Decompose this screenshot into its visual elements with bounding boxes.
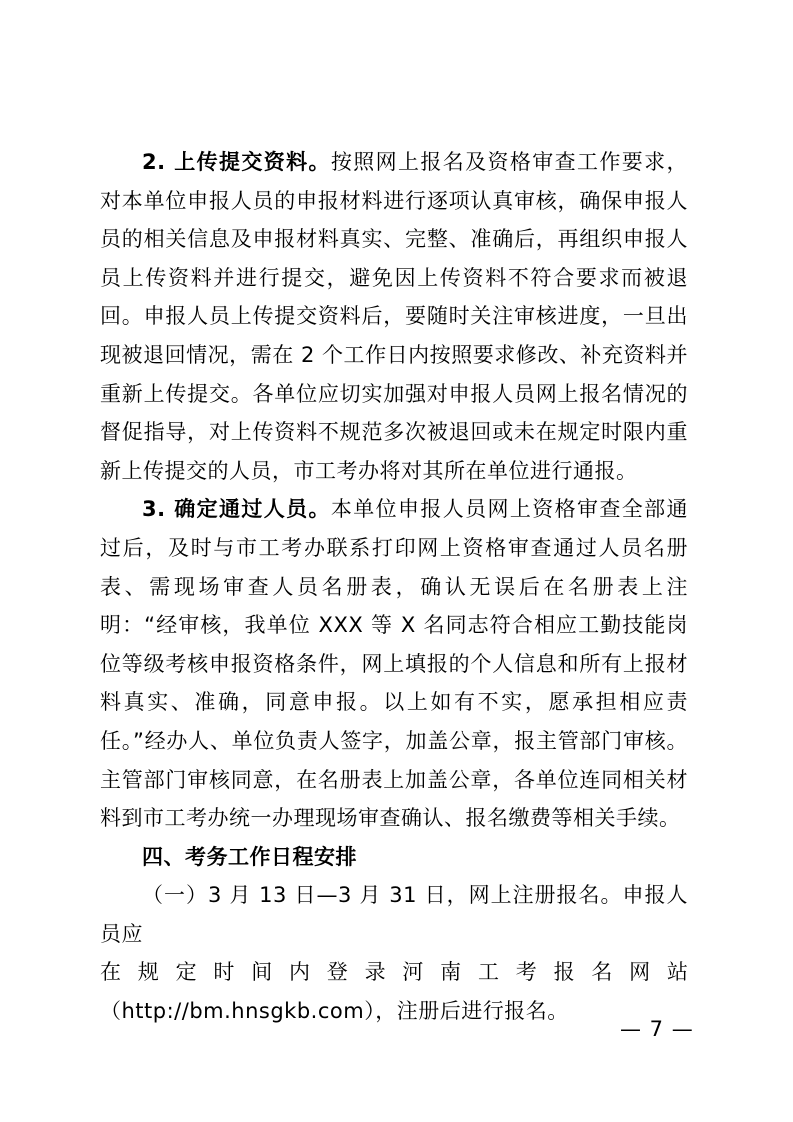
char: 南 bbox=[440, 960, 462, 985]
page-number: — 7 — bbox=[620, 1017, 694, 1041]
char: 内 bbox=[288, 960, 310, 985]
char: 河 bbox=[402, 960, 424, 985]
paragraph-schedule-line-2 bbox=[100, 953, 688, 992]
char: 规 bbox=[137, 960, 159, 985]
paragraph-text: 本单位申报人员网上资格审查全部通过后，及时与市工考办联系打印网上资格审查通过人员名册表、需现场审查人员名册表，确认无误后在名册表上注明：“经审核，我单位 XXX 等 X 名同志符合相应工勤技能岗位等级考核申报资格条件，网上填报的个人信息和所有上报材料真实、准确，同意申报。以上如有不实，愿承担相应责任。”经办人、单位负责人签字，加盖公章，报主管部门审核。主管部门审核同意，在名册表上加盖公章，各单位连同相关材料到市工考办统一办理现场审查确认、报名缴费等相关手续。 bbox=[100, 497, 688, 831]
document-body bbox=[100, 143, 688, 1031]
paragraph-schedule-line-1: （一）3 月 13 日—3 月 31 日，网上注册报名。申报人员应 bbox=[100, 883, 688, 946]
char: 站 bbox=[666, 960, 688, 985]
char: 时 bbox=[213, 960, 235, 985]
paragraph-lead: 3. 确定通过人员。 bbox=[142, 497, 331, 522]
char: 间 bbox=[251, 960, 273, 985]
paragraph-upload-materials bbox=[100, 143, 688, 490]
paragraph-text: 按照网上报名及资格审查工作要求，对本单位申报人员的申报材料进行逐项认真审核，确保申报人员的相关信息及申报材料真实、完整、准确后，再组织申报人员上传资料并进行提交，避免因上传资料不符合要求而被退回。申报人员上传提交资料后，要随时关注审核进度，一旦出现被退回情况，需在 2 个工作日内按照要求修改、补充资料并重新上传提交。各单位应切实加强对申报人员网上报名情况的督促指导，对上传资料不规范多次被退回或未在规定时限内重新上传提交的人员，市工考办将对其所在单位进行通报。 bbox=[100, 150, 688, 483]
char: 名 bbox=[591, 960, 613, 985]
char: 网 bbox=[629, 960, 651, 985]
paragraph-lead: 2. 上传提交资料。 bbox=[142, 150, 331, 174]
paragraph-confirm-personnel bbox=[100, 490, 688, 837]
char: 考 bbox=[515, 960, 537, 985]
char: 录 bbox=[364, 960, 386, 985]
section-heading: 四、考务工作日程安排 bbox=[142, 844, 357, 869]
char: 报 bbox=[553, 960, 575, 985]
paragraph-schedule-line-3: （http://bm.hnsgkb.com），注册后进行报名。 bbox=[100, 999, 569, 1024]
char: 工 bbox=[477, 960, 499, 985]
char: 定 bbox=[175, 960, 197, 985]
char: 登 bbox=[326, 960, 348, 985]
char: 在 bbox=[100, 960, 121, 985]
